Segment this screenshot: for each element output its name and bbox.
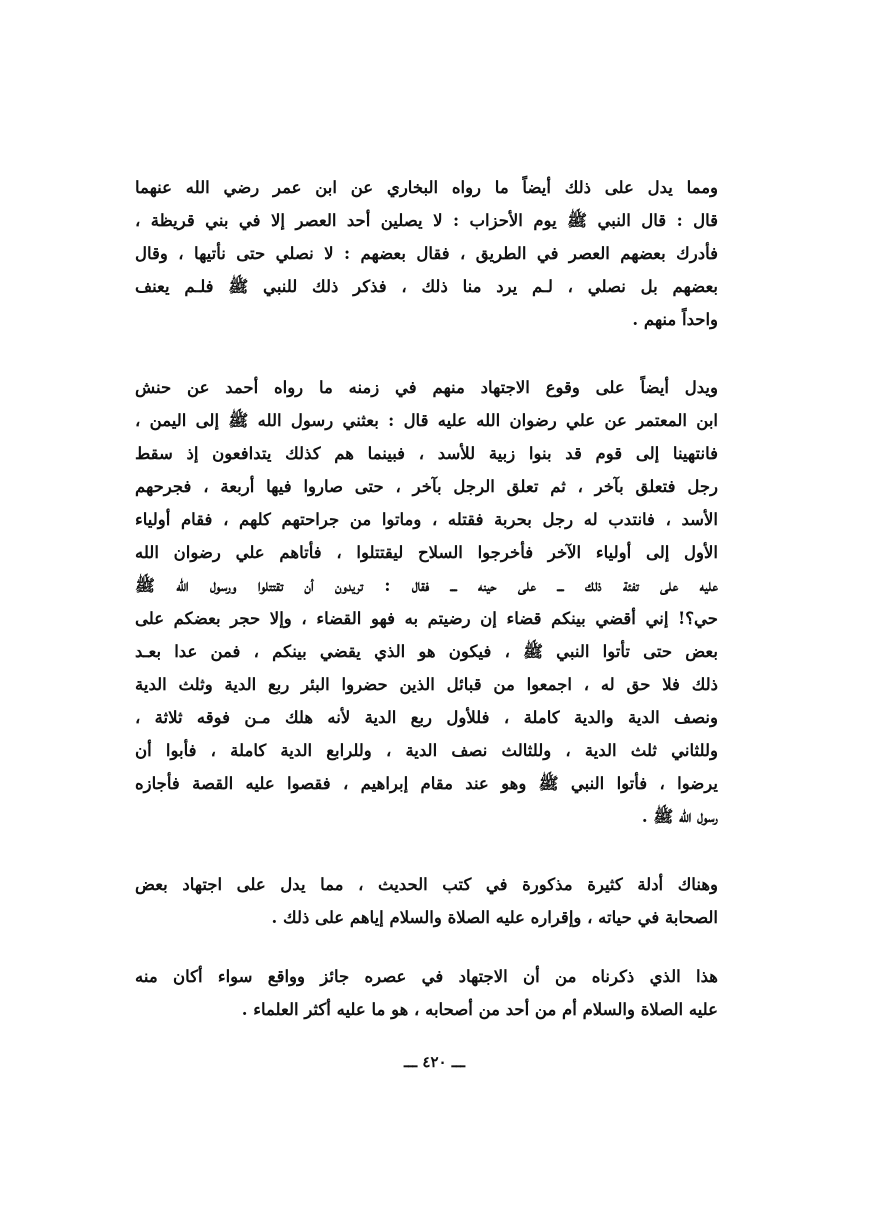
paragraph-line: واحداً منهم . xyxy=(632,310,718,329)
paragraph-line: ونصف الدية والدية كاملة ، فللأول ربع الدية لأنه هلك مـن فوقه ثلاثة ، xyxy=(135,708,718,727)
paragraph-line: بعض حتى تأتوا النبي ﷺ ، فيكون هو الذي يقضي بينكم ، فمن عدا بعـد xyxy=(135,642,718,661)
paragraph-line: وهناك أدلة كثيرة مذكورة في كتب الحديث ، مما يدل على اجتهاد بعض xyxy=(135,875,718,894)
page-number: ـــ ٤٢٠ ـــ xyxy=(404,1053,465,1071)
paragraph-line: وللثاني ثلث الدية ، وللثالث نصف الدية ، وللرابع الدية كاملة ، فأبوا أن xyxy=(135,741,718,760)
paragraph-line: ويدل أيضاً على وقوع الاجتهاد منهم في زمنه ما رواه أحمد عن حنش xyxy=(135,378,718,397)
paragraph-line: هذا الذي ذكرناه من أن الاجتهاد في عصره جائز وواقع سواء أكان منه xyxy=(135,967,718,986)
paragraph-line: ابن المعتمر عن علي رضوان الله عليه قال : بعثني رسول الله ﷺ إلى اليمن ، xyxy=(135,411,718,430)
paragraph-line: فانتهينا إلى قوم قد بنوا زبية للأسد ، فبينما هم كذلك يتدافعون إذ سقط xyxy=(135,444,718,463)
paragraph-line: رجل فتعلق بآخر ، ثم تعلق الرجل بآخر ، حتى صاروا فيها أربعة ، فجرحهم xyxy=(135,477,718,496)
paragraph-bukhari-hadith xyxy=(135,171,718,336)
paragraph-line: بعضهم بل نصلي ، لـم يرد منا ذلك ، فذكر ذلك للنبي ﷺ فلـم يعنف xyxy=(135,277,718,296)
paragraph-line: ومما يدل على ذلك أيضاً ما رواه البخاري عن ابن عمر رضي الله عنهما xyxy=(135,178,718,197)
paragraph-conclusion xyxy=(135,960,718,1026)
paragraph-line: حي؟! إني أقضي بينكم قضاء إن رضيتم به فهو القضاء ، وإلا حجر بعضكم على xyxy=(135,609,718,628)
paragraph-line: قال : قال النبي ﷺ يوم الأحزاب : لا يصلين أحد العصر إلا في بني قريظة ، xyxy=(135,211,718,230)
paragraph-line: عليه الصلاة والسلام أم من أحد من أصحابه ، هو ما عليه أكثر العلماء . xyxy=(241,1000,718,1019)
paragraph-many-evidences xyxy=(135,868,718,934)
paragraph-ahmad-hadith xyxy=(135,371,718,833)
paragraph-line: الأسد ، فانتدب له رجل بحربة فقتله ، وماتوا من جراحتهم كلهم ، فقام أولياء xyxy=(135,510,718,529)
paragraph-line: الأول إلى أولياء الآخر فأخرجوا السلاح ليقتتلوا ، فأتاهم علي رضوان الله xyxy=(135,543,718,562)
paragraph-line: ذلك فلا حق له ، اجمعوا من قبائل الذين حضروا البئر ربع الدية وثلث الدية xyxy=(135,675,718,694)
paragraph-line: الصحابة في حياته ، وإقراره عليه الصلاة والسلام إياهم على ذلك . xyxy=(271,908,718,927)
paragraph-line: يرضوا ، فأتوا النبي ﷺ وهو عند مقام إبراهيم ، فقصوا عليه القصة فأجازه xyxy=(135,774,718,793)
paragraph-line: رسول الله ﷺ . xyxy=(641,807,718,826)
paragraph-line: فأدرك بعضهم العصر في الطريق ، فقال بعضهم : لا نصلي حتى نأتيها ، وقال xyxy=(135,244,718,263)
paragraph-line: عليه على تفئة ذلك ـــ على حينه ـــ فقال : تريدون أن تقتتلوا ورسول الله ﷺ xyxy=(135,576,718,595)
